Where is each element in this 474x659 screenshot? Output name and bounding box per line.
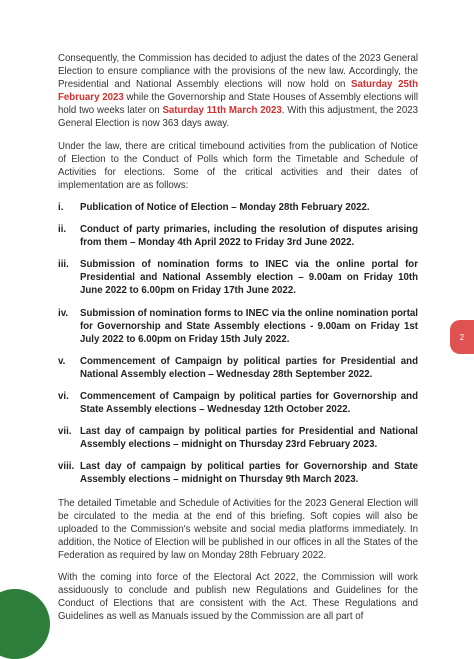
item-number: vii. xyxy=(58,426,72,438)
governorship-election-date: Saturday 11th March 2023 xyxy=(162,105,282,117)
detailed-paragraph: The detailed Timetable and Schedule of Activities for the 2023 General Election will be circulated to the media at the end of this briefing. Soft copies will also be uploaded to the Commission's website and social media platforms immediately. In addition, the Notice of Election will be published in our offices in all the States of the Federation as required by law on Monday 28th February 2022. xyxy=(58,497,418,561)
item-text: Submission of nomination forms to INEC via the online portal for Presidential and National Assembly election – 9.00am on Friday 10th June 2022 to 6.00pm on Friday 17th June 2022. xyxy=(80,259,418,297)
item-text: Submission of nomination forms to INEC via the online nomination portal for Governorship and State Assembly elections - 9.00am on Friday 1st July 2022 to 6.00pm on Friday 15th July 2022. xyxy=(80,307,418,345)
item-number: i. xyxy=(58,201,64,213)
intro-text-1: Consequently, the Commission has decided to adjust the dates of the 2023 General Election to ensure compliance with the provisions of the new law. Accordingly, the Presidential and National Assembly elections will now hold on xyxy=(58,53,418,91)
list-item xyxy=(58,355,418,381)
decorative-corner-shape xyxy=(0,589,50,659)
item-number: viii. xyxy=(58,461,75,473)
list-item xyxy=(58,223,418,249)
list-item xyxy=(58,390,418,416)
list-item xyxy=(58,425,418,451)
intro-text-2: while the Governorship and State Houses of Assembly elections will hold two weeks later on xyxy=(58,92,418,117)
presidential-election-date: Saturday 25th February 2023 xyxy=(58,79,418,104)
closing-paragraph: With the coming into force of the Electoral Act 2022, the Commission will work assiduously to conclude and publish new Regulations and Guidelines for the Conduct of Elections that are consistent with the Act. These Regulations and Guidelines as well as Manuals issued by the Commission are all part of xyxy=(58,572,418,623)
intro-paragraph xyxy=(58,52,418,131)
item-text: Last day of campaign by political parties for Governorship and State Assembly elections – midnight on Thursday 9th March 2023. xyxy=(80,461,418,486)
page-number: 2 xyxy=(459,332,465,342)
item-number: v. xyxy=(58,355,66,367)
item-text: Commencement of Campaign by political parties for Presidential and National Assembly election – Wednesday 28th September 2022. xyxy=(80,355,418,380)
activities-list xyxy=(58,201,418,487)
list-item xyxy=(58,307,418,346)
item-number: ii. xyxy=(58,224,67,236)
list-item xyxy=(58,460,418,486)
list-item xyxy=(58,201,418,214)
intro-text-3: . With this adjustment, the 2023 General Election is now 363 days away. xyxy=(58,105,418,130)
item-number: vi. xyxy=(58,390,69,402)
under-law-paragraph: Under the law, there are critical timebound activities from the publication of Notice of Election to the Conduct of Polls which form the Timetable and Schedule of Activities for elections. Some of the critical activities and their dates of implementation are as follows: xyxy=(58,140,418,191)
item-text: Commencement of Campaign by political parties for Governorship and State Assembly elections – Wednesday 12th October 2022. xyxy=(80,390,418,416)
item-text: Last day of campaign by political parties for Presidential and National Assembly elections – midnight on Thursday 23rd February 2023. xyxy=(80,426,418,451)
page-number-tab xyxy=(450,320,474,354)
item-text: Publication of Notice of Election – Monday 28th February 2022. xyxy=(80,201,370,213)
item-number: iv. xyxy=(58,307,69,319)
list-item xyxy=(58,258,418,297)
item-number: iii. xyxy=(58,259,69,271)
item-text: Conduct of party primaries, including the resolution of disputes arising from them – Monday 4th April 2022 to Friday 3rd June 2022. xyxy=(80,224,418,249)
document-page xyxy=(58,52,418,632)
